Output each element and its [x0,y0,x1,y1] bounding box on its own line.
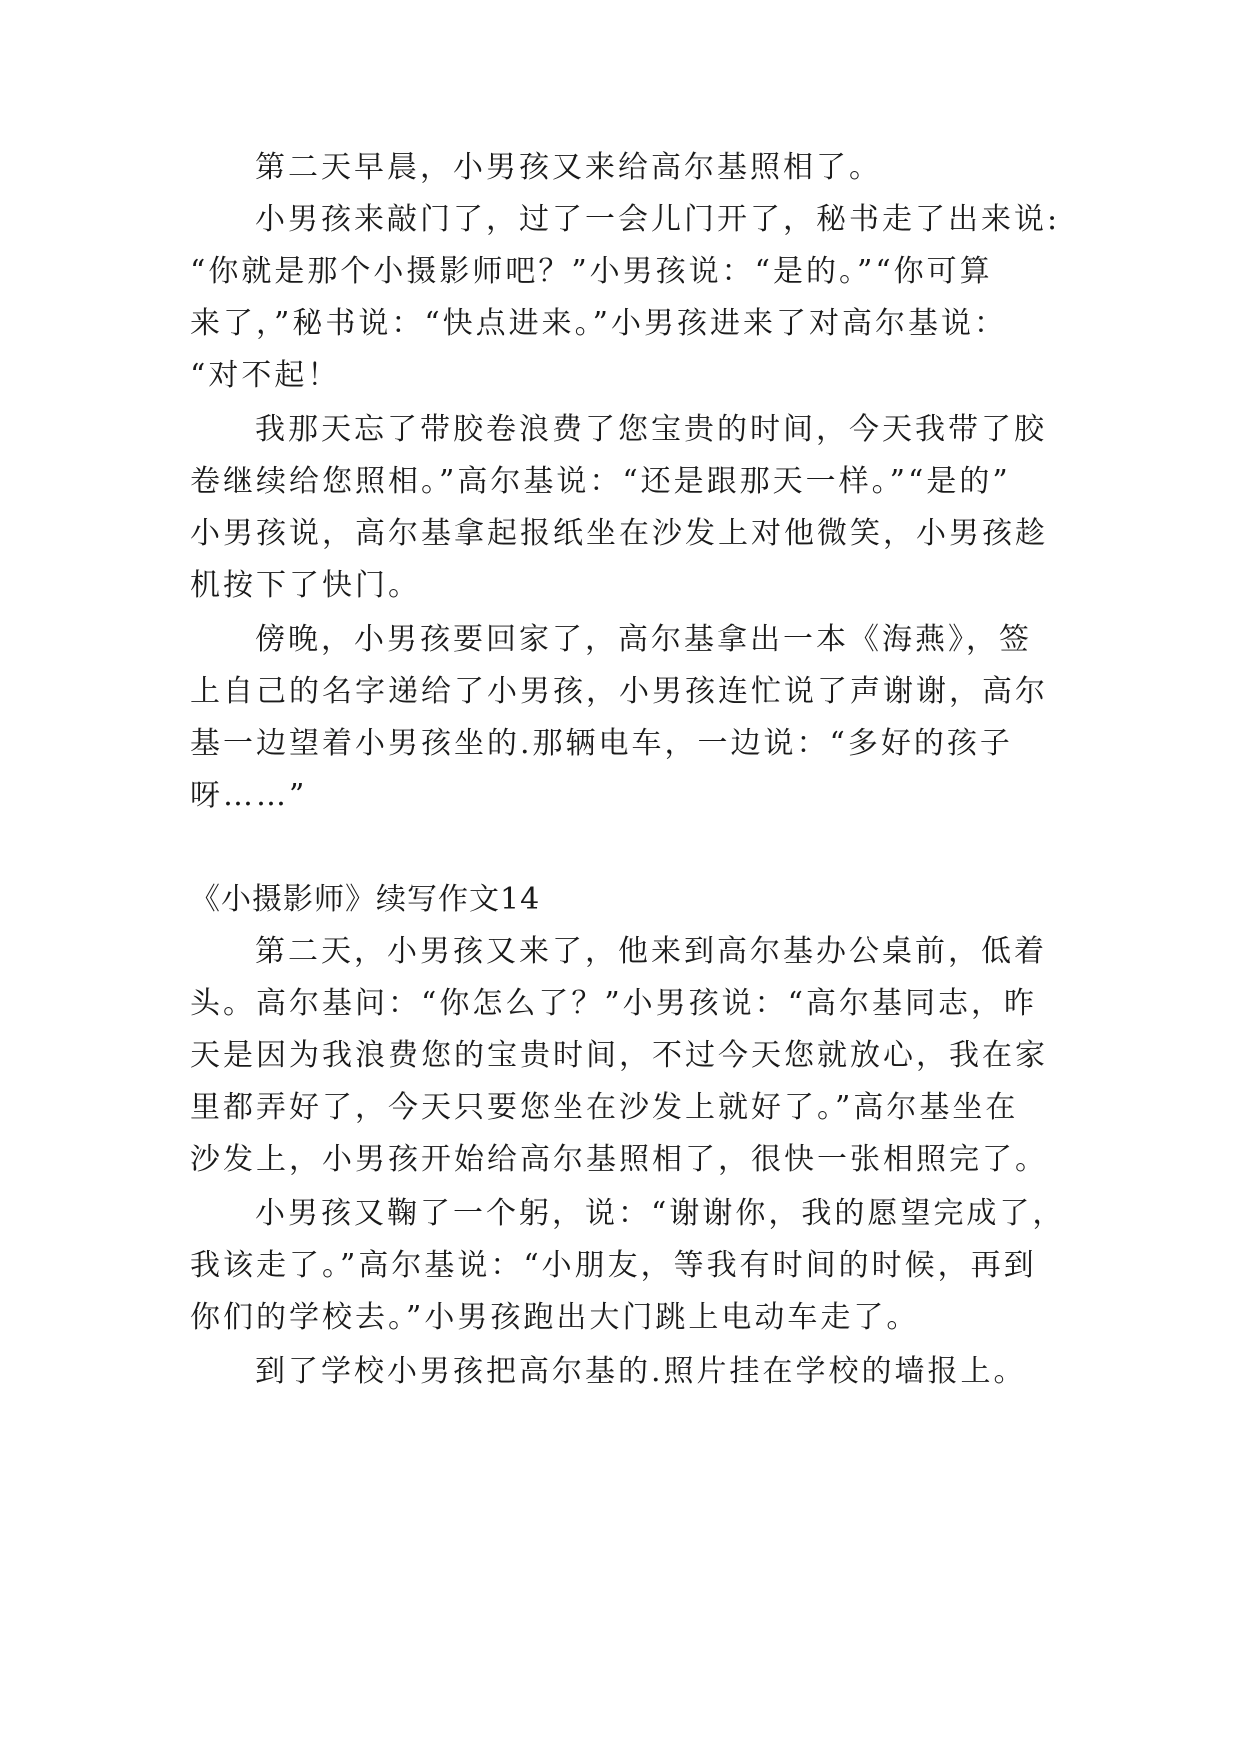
paragraph-line: 上自己的名字递给了小男孩，小男孩连忙说了声谢谢，高尔 [190,674,1048,709]
paragraph-line: 我该走了。”高尔基说：“小朋友，等我有时间的时候，再到 [190,1248,1037,1283]
paragraph-line: 傍晚，小男孩要回家了，高尔基拿出一本《海燕》，签 [255,622,1032,657]
paragraph-line: 机按下了快门。 [190,568,421,603]
paragraph-line: 里都弄好了，今天只要您坐在沙发上就好了。”高尔基坐在 [190,1090,1019,1125]
paragraph-line: 我那天忘了带胶卷浪费了您宝贵的时间，今天我带了胶 [255,412,1047,447]
paragraph-line: 你们的学校去。”小男孩跑出大门跳上电动车走了。 [190,1300,920,1335]
paragraph-line: 小男孩说，高尔基拿起报纸坐在沙发上对他微笑，小男孩趁 [190,516,1048,551]
paragraph-line: 来了，”秘书说：“快点进来。”小男孩进来了对高尔基说： [190,306,1008,341]
paragraph-line: 小男孩又鞠了一个躬，说：“谢谢你，我的愿望完成了， [255,1196,1066,1231]
paragraph-line: “对不起！ [190,358,341,393]
paragraph-line: 呀……” [190,778,308,813]
section-heading: 《小摄影师》续写作文14 [190,882,541,917]
paragraph-line: 小男孩来敲门了，过了一会儿门开了，秘书走了出来说: [255,202,1061,237]
paragraph-line: 第二天早晨，小男孩又来给高尔基照相了。 [255,150,882,185]
paragraph-line: 头。高尔基问：“你怎么了？”小男孩说：“高尔基同志，昨 [190,986,1038,1021]
paragraph-line: 天是因为我浪费您的宝贵时间，不过今天您就放心，我在家 [190,1038,1048,1073]
paragraph-line: 卷继续给您照相。”高尔基说：“还是跟那天一样。”“是的” [190,464,1011,499]
paragraph-line: 到了学校小男孩把高尔基的.照片挂在学校的墙报上。 [255,1354,1027,1389]
paragraph-line: “你就是那个小摄影师吧？”小男孩说：“是的。”“你可算 [190,254,993,289]
paragraph-line: 基一边望着小男孩坐的.那辆电车，一边说：“多好的孩子 [190,726,1013,761]
paragraph-line: 第二天，小男孩又来了，他来到高尔基办公桌前，低着 [255,934,1047,969]
paragraph-line: 沙发上，小男孩开始给高尔基照相了，很快一张相照完了。 [190,1142,1048,1177]
